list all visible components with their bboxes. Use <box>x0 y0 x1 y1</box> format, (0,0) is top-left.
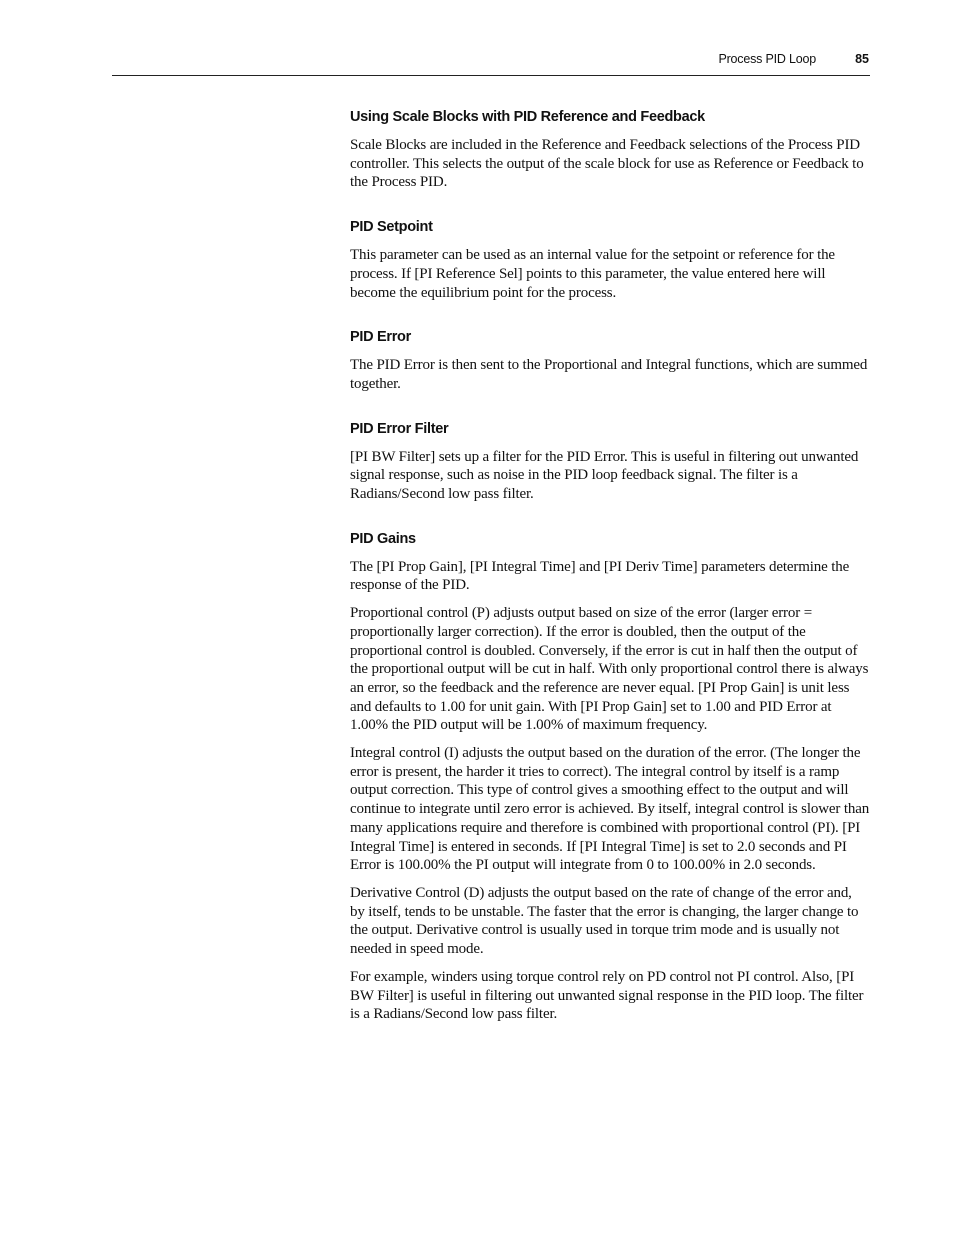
paragraph: [PI BW Filter] sets up a filter for the PID Error. This is useful in filtering out unwanted signal response, such as noise in the PID loop feedback signal. The filter is a Radians/Second low pass filter. <box>350 448 859 503</box>
section-scale-blocks <box>350 107 870 192</box>
section-heading: PID Gains <box>350 530 416 547</box>
section-heading: PID Error Filter <box>350 420 449 437</box>
section-heading: PID Setpoint <box>350 219 433 236</box>
paragraph: Derivative Control (D) adjusts the output based on the rate of change of the error and, by itself, tends to be unstable. The faster that the error is changing, the larger change to the output. Derivative control is usually used in torque trim mode and is usually not needed in speed mode. <box>350 884 859 958</box>
paragraph: This parameter can be used as an internal value for the setpoint or reference for the process. If [PI Reference Sel] points to this parameter, the value entered here will become the equilibrium point for the process. <box>350 247 835 301</box>
paragraph: Scale Blocks are included in the Reference and Feedback selections of the Process PID controller. This selects the output of the scale block for use as Reference or Feedback to the Process PID. <box>350 137 864 191</box>
section-heading: PID Error <box>350 329 411 346</box>
paragraph: Proportional control (P) adjusts output based on size of the error (larger error = proportionally larger correction). If the error is doubled, then the output of the proportional control is doubled. Conversely, if the error is cut in half then the output of the proportional output will be cut in half. With only proportional control there is always an error, so the feedback and the reference are never equal. [PI Prop Gain] is unit less and defaults to 1.00 for unit gain. With [PI Prop Gain] set to 1.00 and PID Error at 1.00% the PID output will be 1.00% of maximum frequency. <box>350 605 869 734</box>
paragraph: For example, winders using torque control rely on PD control not PI control. Also, [PI BW Filter] is useful in filtering out unwanted signal response in the PID loop. The filter is a Radians/Second low pass filter. <box>350 968 864 1023</box>
section-pid-gains <box>350 529 870 1024</box>
paragraph: Integral control (I) adjusts the output based on the duration of the error. (The longer the error is present, the harder it tries to correct). The integral control by itself is a ramp output correction. This type of control gives a smoothing effect to the output and will continue to integrate until zero error is achieved. By itself, integral control is slower than many applications require and therefore is combined with proportional control (PI). [PI Integral Time] is entered in seconds. If [PI Integral Time] is set to 2.0 seconds and PI Error is 100.00% the PI output will integrate from 0 to 100.00% in 2.0 seconds. <box>350 745 870 874</box>
running-header-title: Process PID Loop <box>718 52 816 66</box>
section-pid-error-filter <box>350 419 870 504</box>
paragraph: The [PI Prop Gain], [PI Integral Time] and [PI Deriv Time] parameters determine the response of the PID. <box>350 558 850 594</box>
section-heading: Using Scale Blocks with PID Reference and Feedback <box>350 109 705 125</box>
section-pid-setpoint <box>350 217 870 302</box>
paragraph: The PID Error is then sent to the Proportional and Integral functions, which are summed together. <box>350 357 868 392</box>
section-pid-error <box>350 327 870 393</box>
main-content <box>350 107 870 1049</box>
header-rule <box>112 75 870 76</box>
page-number: 85 <box>855 52 869 66</box>
